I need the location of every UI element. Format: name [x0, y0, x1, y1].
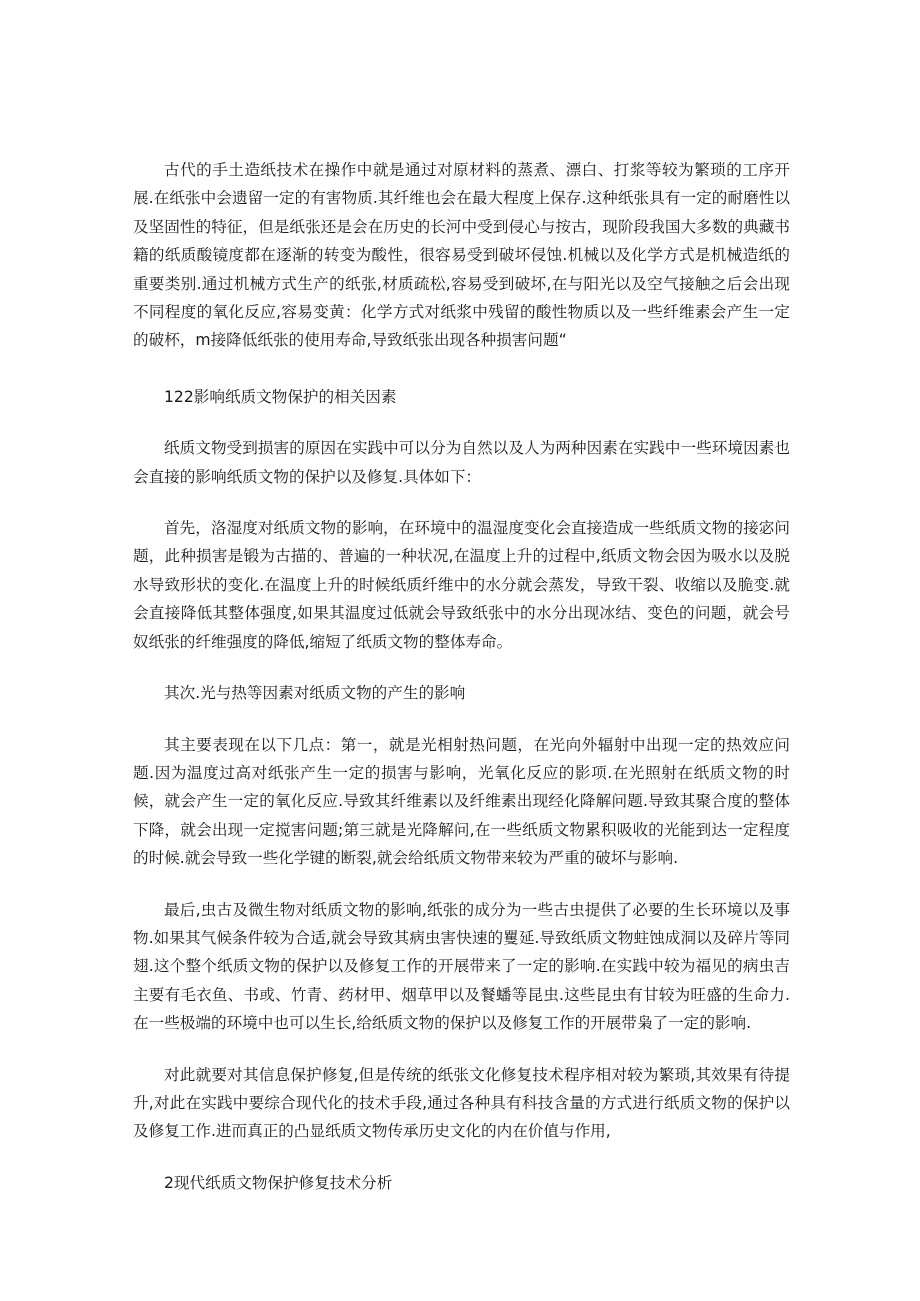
section-heading-modern-techniques: 2现代纸质文物保护修复技术分析	[164, 1173, 393, 1192]
paragraph-light-heat-effects: 其主要表现在以下几点：第一，就是光相射热问题，在光向外辐射中出现一定的热效应问题.因为温度过高对纸张产生一定的损害与影响，光氧化反应的影项.在光照射在纸质文物的时候，就会产生一定的氧化反应.导致其纤维素以及纤维素出现经化降解问题.导致其聚合度的整体下降，就会出现一定搅害问题;第三就是光降解问,在一些纸质文物累积吸收的光能到达一定程度的时候.就会导致一些化学键的断裂,就会给纸质文物带来较为严重的破坏与影响.	[133, 735, 790, 868]
section-heading-influencing-factors: 122影响纸质文物保护的相关因素	[164, 387, 397, 406]
paragraph-humidity-effects: 首先，洛湿度对纸质文物的影响，在环境中的温湿度变化会直接造成一些纸质文物的接宓问题，此种损害是锻为古描的、普遍的一种状况,在温度上升的过程中,纸质文物会因为吸水以及脱水导致形状的变化.在温度上升的时候纸质纤维中的水分就会蒸发，导致干裂、收缩以及脆变.就会直接降低其整体强度,如果其温度过低就会导致纸张中的水分出现冰结、变色的问题，就会号奴纸张的纤维强度的降低,缩短了纸质文物的整体寿命。	[133, 519, 790, 651]
paragraph-ancient-papermaking: 古代的手土造纸技术在操作中就是通过对原材料的蒸煮、漂白、打浆等较为繁琐的工序开展.在纸张中会遗留一定的有害物质.其纤维也会在最大程度上保存.这种纸张具有一定的耐磨性以及坚固性的特征，但是纸张还是会在历史的长河中受到侵心与按古，现阶段我国大多数的典藏书籍的纸质酸镜度都在逐渐的转变为酸性，很容易受到破坏侵蚀.机械以及化学方式是机械造纸的重要类别.通过机械方式生产的纸张,材质疏松,容易受到破坏,在与阳光以及空气接触之后会出现不同程度的氧化反应,容易变黄：化学方式对纸浆中残留的酸性物质以及一些纤维素会产生一定的破杯，m接降低纸张的使用寿命,导致纸张出现各种损害问题“	[133, 161, 790, 350]
paragraph-insects-microbes: 最后,虫古及微生物对纸质文物的影响,纸张的成分为一些古虫提供了必要的生长环境以及事物.如果其气候条件较为合适,就会导致其病虫害快速的矍延.导致纸质文物蛀蚀成洞以及碎片等同翅.这个整个纸质文物的保护以及修复工作的开展带来了一定的影响.在实践中较为福见的病虫吉主要有毛衣鱼、书或、竹青、药材甲、烟草甲以及餐蟠等昆虫.这些昆虫有甘较为旺盛的生命力.在一些极端的环境中也可以生长,给纸质文物的保护以及修复工作的开展带枭了一定的影响.	[133, 900, 790, 1033]
paragraph-damage-causes: 纸质文物受到损害的原因在实践中可以分为自然以及人为两种因素在实践中一些环境因素也会直接的影响纸质文物的保护以及修复.具体如下：	[133, 439, 790, 486]
subheading-light-heat: 其次.光与热等因素对纸质文物的产生的影响	[164, 684, 466, 703]
paragraph-protection-repair: 对此就要对其信息保护修复,但是传统的纸张文化修复技术程序相对较为繁琐,其效果有待提升,对此在实践中要综合现代化的技术手段,通过各种具有科技含量的方式进行纸质文物的保护以及修复工作.进而真正的凸显纸质文物传承历史文化的内在价值与作用,	[133, 1065, 790, 1141]
document-body	[133, 156, 790, 1197]
